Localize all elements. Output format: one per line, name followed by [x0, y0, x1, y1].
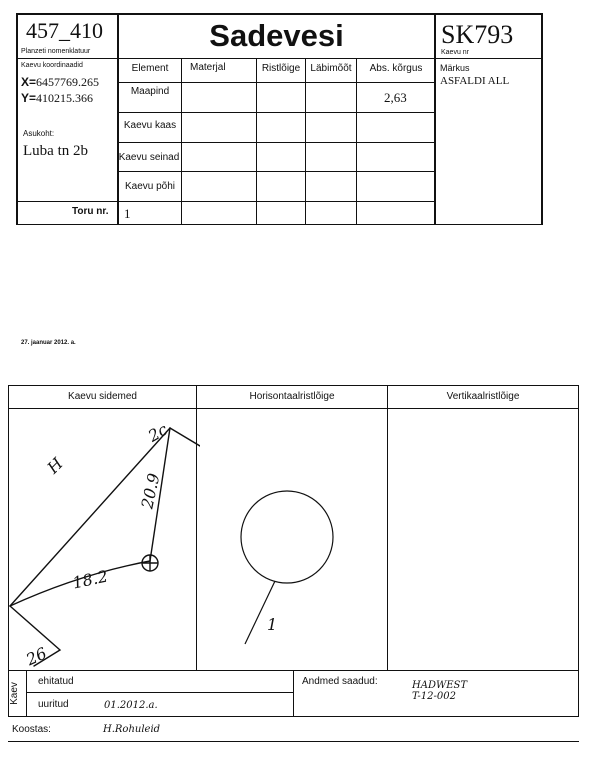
well-side-label: Kaev [8, 682, 20, 705]
sheet-caption: Planzeti nomenklatuur [21, 48, 91, 55]
row-element-lid: Kaevu kaas [123, 120, 177, 131]
col-element: Element [131, 63, 169, 74]
well-caption: Kaevu nr [441, 49, 470, 56]
section-ties: Kaevu sidemed [68, 391, 137, 402]
label-182: 18.2 [70, 566, 110, 593]
author-label: Koostas: [12, 724, 51, 735]
source-label: Andmed saadud: [302, 676, 378, 687]
x-value: 6457769.265 [36, 75, 100, 89]
x-label: X= [21, 75, 37, 89]
built-label: ehitatud [38, 676, 74, 687]
y-coordinate [21, 91, 93, 106]
col-abs-height: Abs. kõrgus [369, 63, 423, 74]
y-value: 410215.366 [36, 91, 94, 105]
section-vertical: Vertikaalristlõige [446, 391, 520, 402]
location-value: Luba tn 2b [23, 143, 88, 159]
coords-caption: Kaevu koordinaadid [21, 62, 83, 69]
pipe-value: 1 [124, 206, 131, 221]
author-value: H.Rohuleid [103, 724, 161, 735]
row-element-bottom: Kaevu põhi [124, 181, 176, 192]
col-material: Materjal [190, 62, 226, 73]
remark-label: Märkus [440, 63, 470, 73]
label-26: 26 [23, 643, 50, 670]
remark-value: ASFALDI ALL [440, 75, 510, 87]
date-stamp: 27. jaanuar 2012. a. [21, 340, 76, 346]
row-element-ground: Maapind [130, 86, 170, 97]
source-value-1: HADWEST [412, 680, 468, 691]
x-coordinate [21, 75, 99, 90]
row-element-walls: Kaevu seinad [118, 152, 180, 163]
sheet-code: 457_410 [26, 18, 103, 43]
label-h: H [43, 454, 67, 478]
y-label: Y= [21, 91, 37, 105]
pipe-number: 1 [267, 615, 278, 634]
section-horizontal: Horisontaalristlõige [249, 391, 335, 402]
label-209: 20.9 [137, 471, 164, 511]
sketch-tick [170, 428, 200, 446]
location-label: Asukoht: [23, 129, 55, 138]
horizontal-sketch [197, 408, 387, 670]
well-circle [241, 491, 333, 583]
surveyed-label: uuritud [38, 699, 69, 710]
pipe-label: Toru nr. [72, 206, 109, 217]
well-code: SK793 [441, 20, 514, 49]
pipe-line [245, 581, 278, 644]
row-abs-ground: 2,63 [384, 90, 407, 105]
col-diameter: Läbimõõt [310, 63, 352, 74]
form-title: Sadevesi [209, 18, 344, 53]
label-2c: 2c [144, 419, 171, 446]
col-cross-section: Ristlõige [261, 63, 301, 74]
surveyed-value: 01.2012.a. [104, 700, 158, 711]
source-value-2: T-12-002 [412, 691, 456, 702]
ties-sketch [0, 408, 200, 670]
